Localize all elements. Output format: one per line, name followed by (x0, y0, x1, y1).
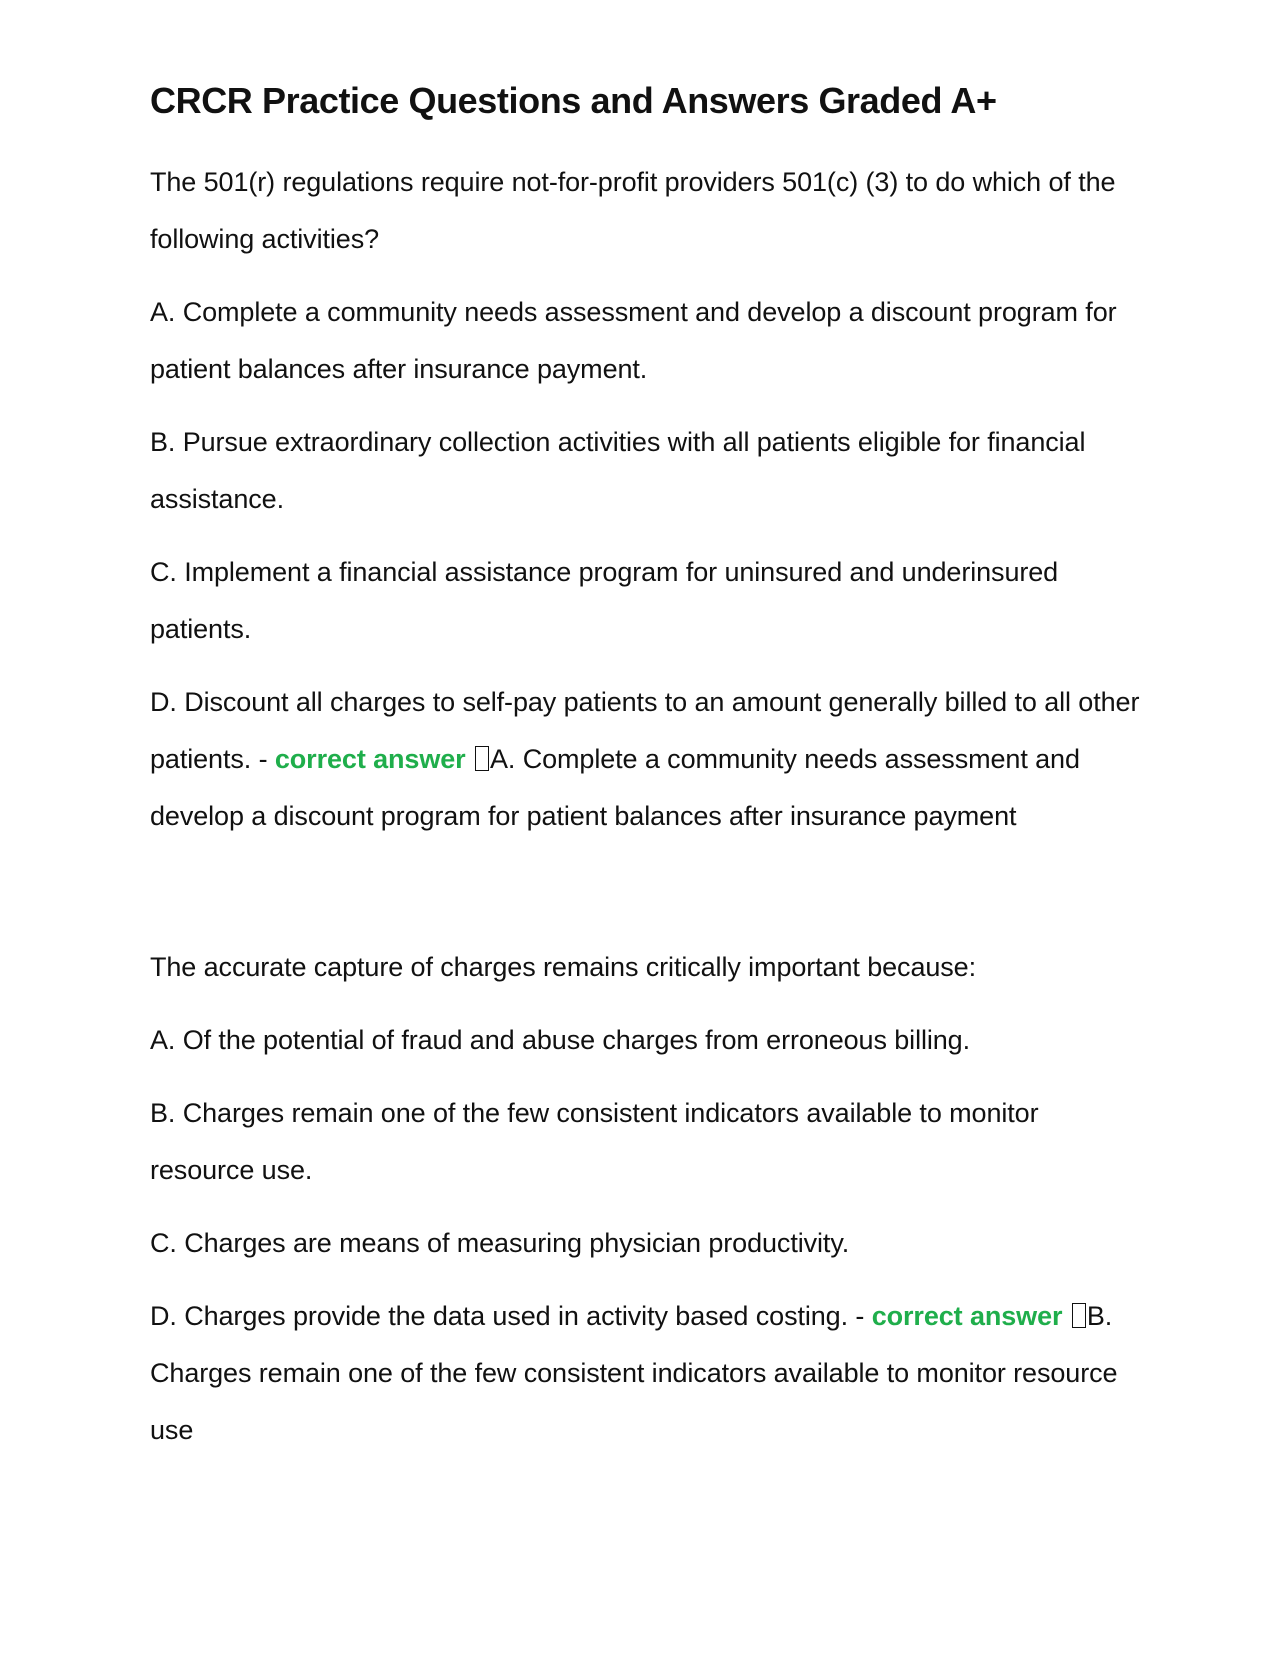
missing-glyph-icon (475, 746, 489, 771)
question-1 (150, 154, 1140, 845)
correct-answer-label: correct answer (871, 1301, 1063, 1331)
question-stem: The accurate capture of charges remains critically important because: (150, 952, 976, 982)
option-d-with-answer (150, 674, 1140, 845)
option-b: B. Pursue extraordinary collection activities with all patients eligible for financial assistance. (150, 427, 1086, 514)
question-2 (150, 939, 1140, 1459)
option-c: C. Charges are means of measuring physician productivity. (150, 1228, 850, 1258)
correct-answer-label: correct answer (274, 744, 466, 774)
option-d: D. Charges provide the data used in activity based costing. - (150, 1301, 872, 1331)
answer-text: B. Charges remain one of the few consistent indicators available to monitor resource use (150, 1301, 1118, 1445)
option-d-with-answer (150, 1288, 1140, 1459)
option-a: A. Complete a community needs assessment and develop a discount program for patient balances after insurance payment. (150, 297, 1117, 384)
document-title: CRCR Practice Questions and Answers Graded A+ (150, 80, 997, 121)
section-spacer (150, 861, 1140, 939)
option-d: D. Discount all charges to self-pay patients to an amount generally billed to all other patients. - (150, 687, 1140, 774)
option-c: C. Implement a financial assistance program for uninsured and underinsured patients. (150, 557, 1059, 644)
answer-text: A. Complete a community needs assessment and develop a discount program for patient balances after insurance payment (150, 744, 1080, 831)
option-b: B. Charges remain one of the few consistent indicators available to monitor resource use. (150, 1098, 1039, 1185)
question-stem: The 501(r) regulations require not-for-profit providers 501(c) (3) to do which of the following activities? (150, 167, 1116, 254)
missing-glyph-icon (1072, 1303, 1086, 1328)
option-a: A. Of the potential of fraud and abuse charges from erroneous billing. (150, 1025, 970, 1055)
